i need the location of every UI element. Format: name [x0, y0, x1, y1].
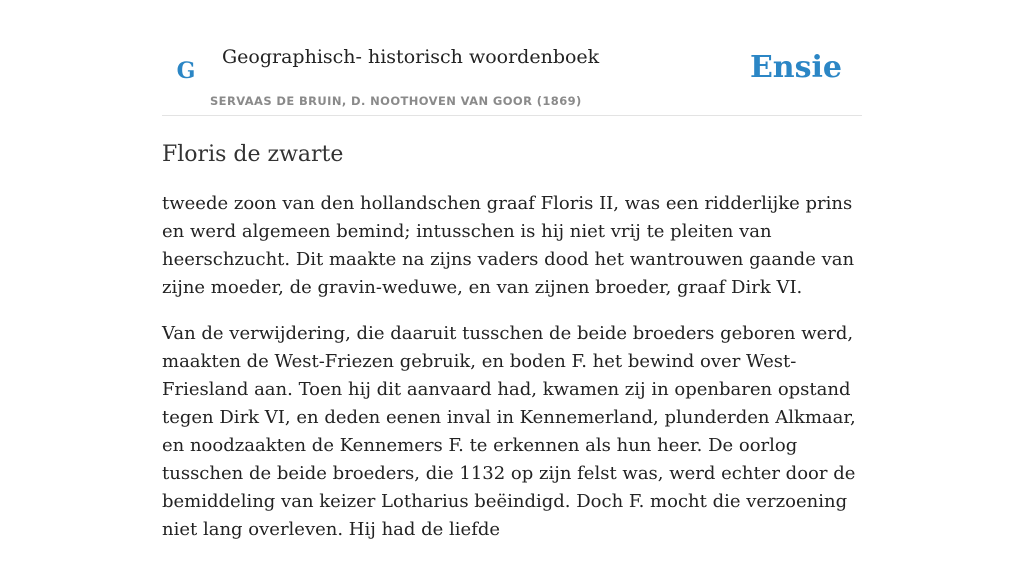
entry-paragraph-1: tweede zoon van den hollandschen graaf Floris II, was een ridderlijke prins en werd algemeen bemind; intusschen is hij niet vrij te pleiten van heerschzucht. Dit maakte na zijns vaders dood het wantrouwen gaande van zijne moeder, de gravin-weduwe, en van zijnen broeder, graaf Dirk VI. [162, 193, 855, 298]
book-author: SERVAAS DE BRUIN, D. NOOTHOVEN VAN GOOR (1869) [210, 94, 582, 108]
entry-paragraph-2: Van de verwijdering, die daaruit tusschen de beide broeders geboren werd, maakten de West-Friezen gebruik, en boden F. het bewind over West-Friesland aan. Toen hij dit aanvaard had, kwamen zij in openbaren opstand tegen Dirk VI, en deden eenen inval in Kennemerland, plunderden Alkmaar, en noodzaakten de Kennemers F. te erkennen als hun heer. De oorlog tusschen de beide broeders, die 1132 op zijn felst was, werd echter door de bemiddeling van keizer Lotharius beëindigd. Doch F. mocht die verzoening niet lang overleven. Hij had de liefde [162, 323, 856, 540]
page-header [162, 36, 862, 116]
entry-title: Floris de zwarte [162, 142, 344, 167]
ensie-logo[interactable]: Ensie [749, 50, 842, 85]
book-title-link[interactable]: Geographisch- historisch woordenboek [222, 46, 600, 68]
book-letter-badge[interactable]: G [176, 58, 196, 84]
entry-content [162, 140, 864, 562]
